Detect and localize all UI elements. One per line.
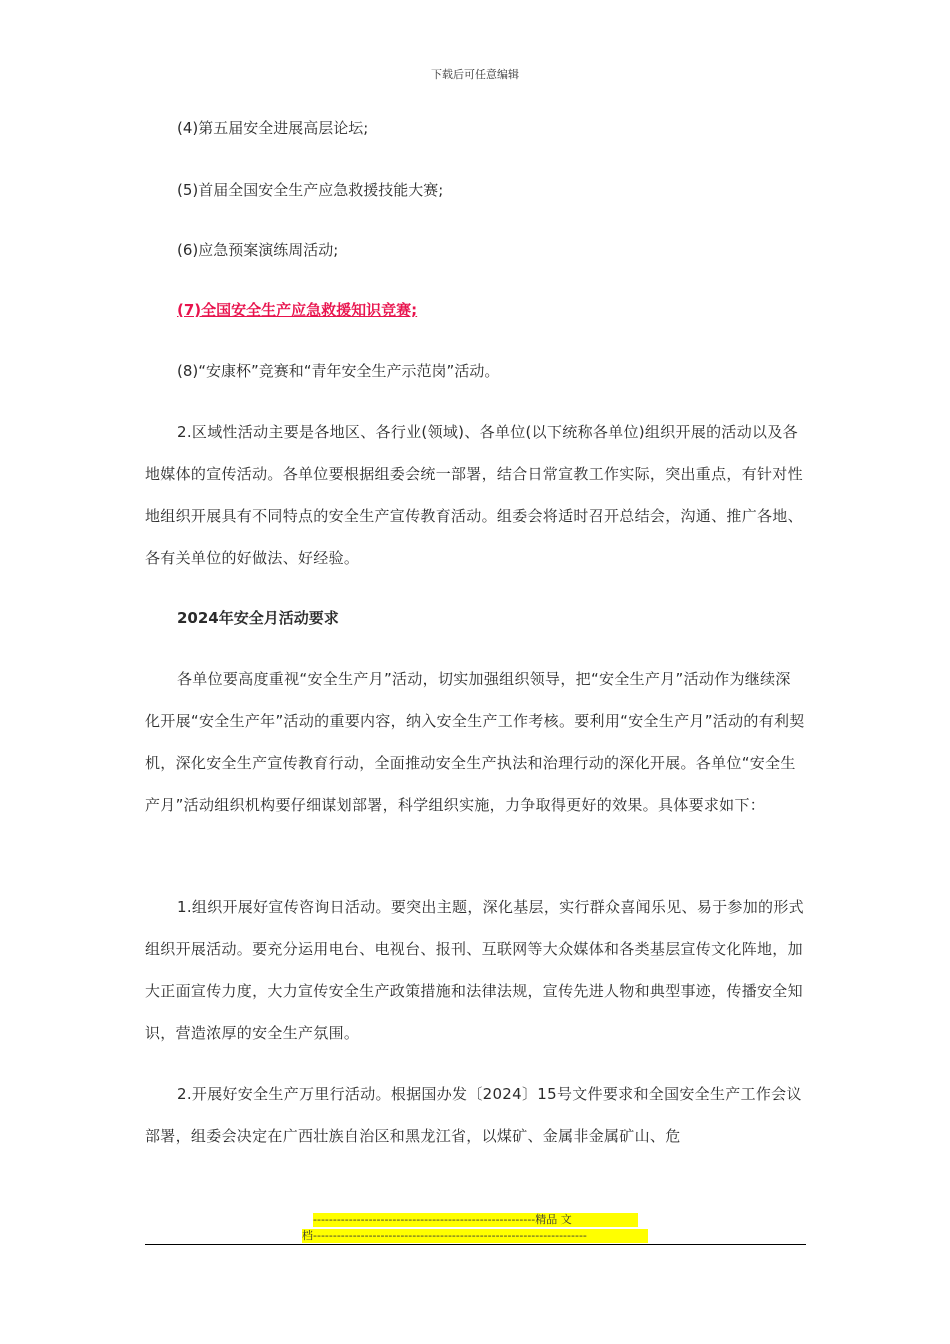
highlighted-text: (7)全国安全生产应急救援知识竞赛; <box>177 301 418 319</box>
section-heading: 2024年安全月活动要求 <box>177 609 339 627</box>
paragraph: 2.开展好安全生产万里行活动。根据国办发〔2024〕15号文件要求和全国安全生产工作会议部署，组委会决定在广西壮族自治区和黑龙江省，以煤矿、金属非金属矿山、危 <box>145 1085 802 1145</box>
footer-divider <box>145 1244 806 1245</box>
paragraph: 2.区域性活动主要是各地区、各行业(领域)、各单位(以下统称各单位)组织开展的活动以及各地媒体的宣传活动。各单位要根据组委会统一部署，结合日常宣教工作实际，突出重点，有针对性地组织开展具有不同特点的安全生产宣传教育活动。组委会将适时召开总结会，沟通、推广各地、各有关单位的好做法、好经验。 <box>145 423 803 567</box>
paragraph: 各单位要高度重视“安全生产月”活动，切实加强组织领导，把“安全生产月”活动作为继续深化开展“安全生产年”活动的重要内容，纳入安全生产工作考核。要利用“安全生产月”活动的有利契机，深化安全生产宣传教育行动，全面推动安全生产执法和治理行动的深化开展。各单位“安全生产月”活动组织机构要仔细谋划部署，科学组织实施，力争取得更好的效果。具体要求如下： <box>145 670 805 814</box>
footer-watermark-line2: 档--------------------------------------------------------------------- <box>302 1229 648 1243</box>
paragraph: 1.组织开展好宣传咨询日活动。要突出主题，深化基层，实行群众喜闻乐见、易于参加的形式组织开展活动。要充分运用电台、电视台、报刊、互联网等大众媒体和各类基层宣传文化阵地，加大正面宣传力度，大力宣传安全生产政策措施和法律法规，宣传先进人物和典型事迹，传播安全知识，营造浓厚的安全生产氛围。 <box>145 898 804 1042</box>
list-item: (4)第五届安全进展高层论坛; <box>177 119 369 137</box>
list-item-highlighted <box>145 300 837 320</box>
list-item: (8)“安康杯”竞赛和“青年安全生产示范岗”活动。 <box>177 362 500 380</box>
list-item: (5)首届全国安全生产应急救援技能大赛; <box>177 181 444 199</box>
footer-watermark-line1: --------------------------------------------------------精品 文 <box>313 1213 638 1227</box>
list-item: (6)应急预案演练周活动; <box>177 241 339 259</box>
page-header: 下载后可任意编辑 <box>431 68 519 81</box>
